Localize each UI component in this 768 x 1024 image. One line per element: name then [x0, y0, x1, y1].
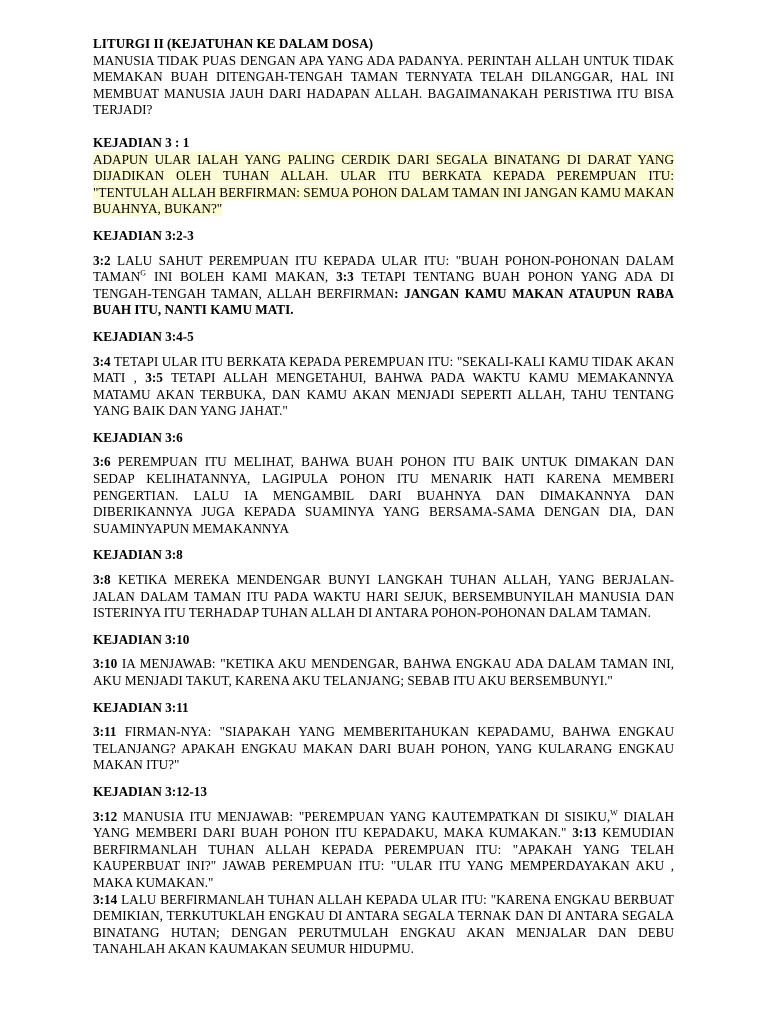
heading-kejadian-3-10: KEJADIAN 3:10 — [93, 631, 190, 647]
verse-text: FIRMAN-NYA: "SIAPAKAH YANG MEMBERITAHUKAN KEPADAMU, BAHWA ENGKAU TELANJANG? APAKAH ENGKAU MAKAN DARI BUAH POHON, YANG KULARANG ENGKAU MAKAN ITU?" — [93, 724, 674, 773]
heading-kejadian-3-8: KEJADIAN 3:8 — [93, 547, 183, 563]
verse-number: 3:13 — [572, 825, 597, 841]
heading-kejadian-3-11: KEJADIAN 3:11 — [93, 699, 189, 715]
verse-3-8-paragraph — [93, 572, 674, 622]
verse-number: 3:4 — [93, 353, 111, 369]
verse-text: INI BOLEH KAMI MAKAN, — [146, 269, 337, 285]
verse-text: TETAPI ALLAH MENGETAHUI, BAHWA PADA WAKTU KAMU MEMAKANNYA MATAMU AKAN TERBUKA, DAN KAMU AKAN MENJADI SEPERTI ALLAH, TAHU TENTANG YANG BAIK DAN YANG JAHAT." — [93, 370, 675, 419]
verse-3-14-paragraph — [93, 892, 674, 958]
intro-paragraph: MANUSIA TIDAK PUAS DENGAN APA YANG ADA PADANYA. PERINTAH ALLAH UNTUK TIDAK MEMAKAN BUAH DITENGAH-TENGAH TAMAN TERNYATA TELAH DILANGGAR, HAL INI MEMBUAT MANUSIA JAUH DARI HADAPAN ALLAH. BAGAIMANAKAH PERISTIWA ITU BISA TERJADI? — [93, 52, 674, 118]
heading-kejadian-3-6: KEJADIAN 3:6 — [93, 429, 183, 445]
verse-text: TETAPI TENTANG BUAH POHON YANG ADA DI TENGAH-TENGAH TAMAN, ALLAH BERFIRMAN — [93, 269, 674, 301]
verse-3-4-5-paragraph — [93, 354, 674, 420]
verse-number: 3:14 — [93, 891, 118, 907]
verse-3-11-paragraph — [93, 724, 674, 774]
verse-text: PEREMPUAN ITU MELIHAT, BAHWA BUAH POHON ITU BAIK UNTUK DIMAKAN DAN SEDAP KELIHATANNYA, LAGIPULA POHON ITU MENARIK HATI KARENA MEMBERI PENGERTIAN. LALU IA MENGAMBIL DARI BUAHNYA DAN DIMAKANNYA DAN DIBERIKANNYA JUGA KEPADA SUAMINYA YANG BERSAMA-SAMA DENGAN DIA, DAN SUAMINYAPUN MEMAKANNYA — [93, 454, 674, 536]
heading-kejadian-3-2-3: KEJADIAN 3:2-3 — [93, 227, 194, 243]
verse-text: KEMUDIAN BERFIRMANLAH TUHAN ALLAH KEPADA PEREMPUAN ITU: "APAKAH YANG TELAH KAUPERBUAT INI?" JAWAB PEREMPUAN ITU: "ULAR ITU YANG MEMPERDAYAKAN AKU , MAKA KUMAKAN." — [93, 825, 674, 890]
verse-text: KETIKA MEREKA MENDENGAR BUNYI LANGKAH TUHAN ALLAH, YANG BERJALAN-JALAN DALAM TAMAN ITU PADA WAKTU HARI SEJUK, BERSEMBUNYILAH MANUSIA DAN ISTERINYA ITU TERHADAP TUHAN ALLAH DI ANTARA POHON-POHONAN DALAM TAMAN. — [93, 572, 674, 621]
verse-text: IA MENJAWAB: "KETIKA AKU MENDENGAR, BAHWA ENGKAU ADA DALAM TAMAN INI, AKU MENJADI TAKUT, KARENA AKU TELANJANG; SEBAB ITU AKU BERSEMBUNYI." — [93, 656, 674, 688]
highlighted-verse-3-1: ADAPUN ULAR IALAH YANG PALING CERDIK DARI SEGALA BINATANG DI DARAT YANG DIJADIKAN OLEH TUHAN ALLAH. ULAR ITU BERKATA KEPADA PEREMPUAN ITU: "TENTULAH ALLAH BERFIRMAN: SEMUA POHON DALAM TAMAN INI JANGAN KAMU MAKAN BUAHNYA, BUKAN?" — [93, 151, 674, 217]
verse-text: DIALAH YANG MEMBERI DARI BUAH POHON ITU KEPADAKU, MAKA KUMAKAN." — [93, 808, 675, 841]
verse-text: LALU SAHUT PEREMPUAN ITU KEPADA ULAR ITU: "BUAH POHON-POHONAN DALAM TAMAN — [93, 252, 674, 285]
verse-number: 3:3 — [336, 269, 354, 285]
verse-3-10-paragraph — [93, 656, 674, 689]
verse-text: MANUSIA ITU MENJAWAB: "PEREMPUAN YANG KAUTEMPATKAN DI SISIKU, — [117, 808, 611, 824]
verse-number: 3:5 — [145, 370, 163, 386]
verse-3-2-3-paragraph — [93, 253, 674, 319]
footnote-marker: G — [140, 268, 147, 278]
verse-number: 3:10 — [93, 656, 118, 672]
verse-3-6-paragraph — [93, 454, 674, 537]
verse-number: 3:6 — [93, 454, 111, 470]
document-page — [93, 36, 674, 958]
document-title: LITURGI II (KEJATUHAN KE DALAM DOSA) — [93, 36, 374, 51]
verse-text: LALU BERFIRMANLAH TUHAN ALLAH KEPADA ULAR ITU: "KARENA ENGKAU BERBUAT DEMIKIAN, TERKUTUKLAH ENGKAU DI ANTARA SEGALA TERNAK DAN DI ANTARA SEGALA BINATANG HUTAN; DENGAN PERUTMULAH ENGKAU AKAN MENJALAR DAN DEBU TANAHLAH AKAN KAUMAKAN SEUMUR HIDUPMU. — [93, 891, 674, 957]
verse-text: TETAPI ULAR ITU BERKATA KEPADA PEREMPUAN ITU: "SEKALI-KALI KAMU TIDAK AKAN MATI , — [93, 353, 674, 386]
verse-text-bold: : JANGAN KAMU MAKAN ATAUPUN RABA BUAH ITU, NANTI KAMU MATI. — [93, 285, 674, 318]
verse-number: 3:2 — [93, 252, 111, 268]
verse-number: 3:11 — [93, 724, 117, 740]
heading-kejadian-3-1: KEJADIAN 3 : 1 — [93, 134, 190, 150]
heading-kejadian-3-12-13: KEJADIAN 3:12-13 — [93, 783, 207, 799]
verse-number: 3:12 — [93, 808, 118, 824]
verse-number: 3:8 — [93, 572, 111, 588]
verse-3-1-paragraph — [93, 152, 674, 218]
verse-3-12-13-paragraph — [93, 809, 674, 892]
heading-kejadian-3-4-5: KEJADIAN 3:4-5 — [93, 328, 194, 344]
footnote-marker: W — [610, 808, 618, 818]
